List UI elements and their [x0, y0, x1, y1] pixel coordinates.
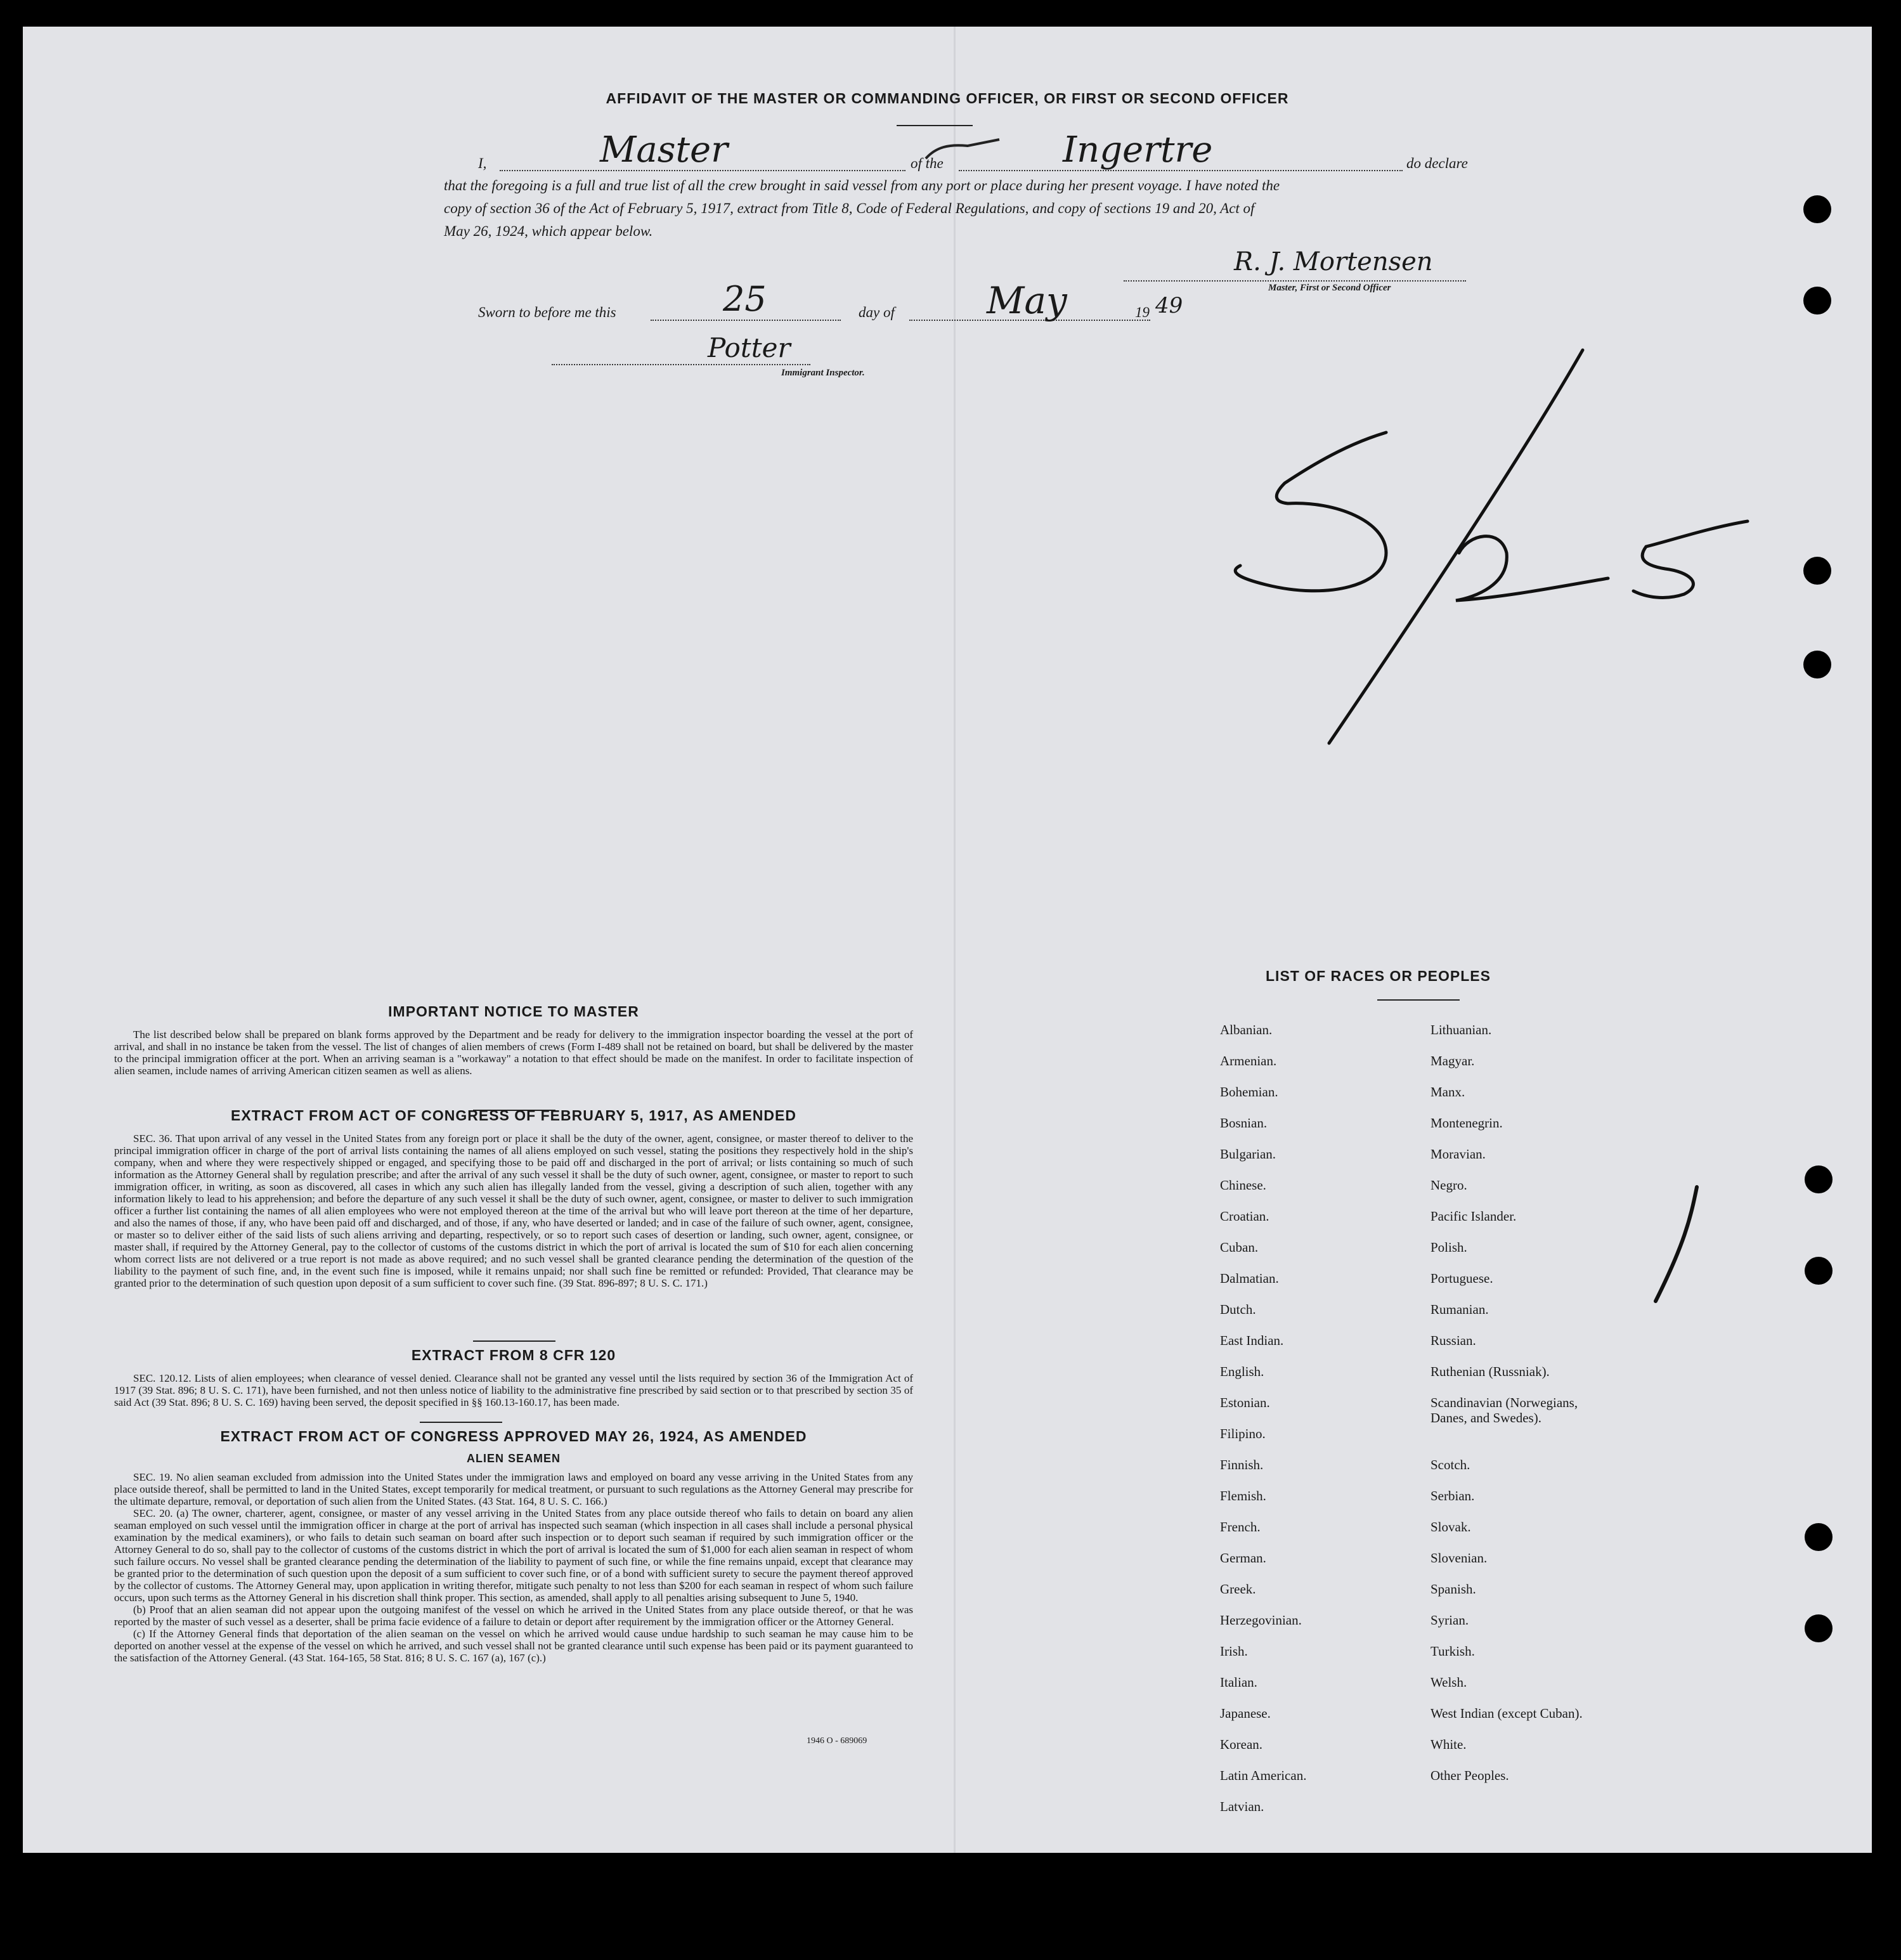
race-item: English.	[1220, 1364, 1264, 1379]
race-item: Filipino.	[1220, 1426, 1266, 1441]
race-item: Japanese.	[1220, 1706, 1271, 1721]
race-item: Pacific Islander.	[1431, 1209, 1517, 1224]
race-item: French.	[1220, 1519, 1261, 1535]
races-title: LIST OF RACES OR PEOPLES	[1266, 968, 1491, 984]
document-page	[23, 27, 1872, 1853]
race-item: Syrian.	[1431, 1613, 1469, 1628]
divider	[420, 1422, 502, 1423]
affidavit-body-line2: copy of section 36 of the Act of February 5, 1917, extract from Title 8, Code of Federal Regulations, and copy of sections 19 and 20, Act of	[444, 200, 1255, 216]
race-item: Dutch.	[1220, 1302, 1256, 1317]
race-item: Slovak.	[1431, 1519, 1471, 1535]
year-handwritten: 49	[1155, 293, 1183, 318]
race-item: Bulgarian.	[1220, 1146, 1276, 1162]
annotation-five2-stroke	[1633, 521, 1748, 597]
extractcfr-text	[114, 1372, 913, 1408]
race-item: Scandinavian (Norwegians, Danes, and Swedes).	[1431, 1395, 1578, 1425]
race-item: Russian.	[1431, 1333, 1476, 1348]
sec20c-paragraph: (c) If the Attorney General finds that deportation of the alien seaman on the vessel on which he arrived would cause undue hardship to such seaman he may cause him to be deported on another vessel at the expense of the vessel on which he arrived, and such vessel shall not be granted clearance until such expense has been paid or its payment guaranteed to the satisfaction of the Attorney General. (43 Stat. 164-165, 58 Stat. 816; 8 U. S. C. 167 (a), 167 (c).)	[114, 1628, 913, 1664]
race-item: Moravian.	[1431, 1146, 1486, 1162]
do-declare-label: do declare	[1406, 155, 1468, 171]
race-item: Croatian.	[1220, 1209, 1269, 1224]
race-item: Latin American.	[1220, 1768, 1307, 1783]
race-item: Herzegovinian.	[1220, 1613, 1302, 1628]
officer-signature: R. J. Mortensen	[1234, 247, 1433, 276]
print-code: 1946 O - 689069	[807, 1736, 867, 1746]
race-item: Welsh.	[1431, 1675, 1467, 1690]
sec120-paragraph: SEC. 120.12. Lists of alien employees; when clearance of vessel denied. Clearance shall not be granted any vessel until the lists required by section 36 of the Immigration Act of 1917 (39 Stat. 896; 8 U. S. C. 171), have been furnished, and not then unless notice of liability to the administrative fine prescribed by said section or to that prescribed by section 35 of said Act (39 Stat. 896; 8 U. S. C. 169) having been served, the deposit specified in §§ 160.13-160.17, has been made.	[114, 1372, 913, 1408]
race-item: Polish.	[1431, 1240, 1467, 1255]
race-item: Latvian.	[1220, 1799, 1264, 1814]
race-item: Portuguese.	[1431, 1271, 1493, 1286]
annotation-slash-stroke	[1329, 350, 1583, 743]
notice-title: IMPORTANT NOTICE TO MASTER	[388, 1003, 639, 1020]
race-item: Manx.	[1431, 1084, 1465, 1100]
race-item: Chinese.	[1220, 1178, 1266, 1193]
year-prefix: 19	[1135, 304, 1150, 320]
affidavit-body-line3: May 26, 1924, which appear below.	[444, 223, 653, 239]
sec36-paragraph: SEC. 36. That upon arrival of any vessel in the United States from any foreign port or place it shall be the duty of the owner, agent, consignee, or master thereof to deliver to the principal immigration officer in charge of the port of arrival lists containing the names of all aliens employed on such vessel, stating the positions they respectively hold in the ship's company, when and where they were respectively shipped or engaged, and specifying those to be paid off and discharged in the port of arrival; or lists containing so much of such information as the Attorney General shall by regulation prescribe; and after the arrival of any such vessel it shall be the duty of such owner, agent, consignee, or master to report to such immigration officer, in writing, as soon as discovered, all cases in which any such alien has illegally landed from the vessel, giving a description of such alien, together with any information likely to lead to his apprehension; and before the departure of any such vessel it shall be the duty of such owner, agent, consignee, or master to deliver to such immigration officer a further list containing the names of all alien employees who were not employed thereon at the time of the arrival but who will leave port thereon at the time of her departure, and also the names of those, if any, who have been paid off and discharged, and of those, if any, who have deserted or landed; and in case of the failure of such owner, agent, consignee, or master so to deliver either of the said lists of such aliens arriving and departing, respectively, or so to report such cases of desertion or landing, such owner, agent, consignee, or master shall, if required by the Attorney General, pay to the collector of customs of the customs district in which the port of arrival is located the sum of $10 for each alien concerning whom correct lists are not delivered or a true report is not made as above required; and no such vessel shall be granted clearance pending the determination of the question of the liability to the payment of such fine, and, in the event such fine is imposed, while it remains unpaid; nor shall such fine be remitted or refunded: Provided, That clearance may be granted prior to the determination of such question upon deposit of a sum sufficient to cover such fine. (39 Stat. 896-897; 8 U. S. C. 171.)	[114, 1133, 913, 1289]
sec19-paragraph: SEC. 19. No alien seaman excluded from admission into the United States under the immigration laws and employed on board any vesse arriving in the United States from any place outside thereof, shall be permitted to land in the United States, except temporarily for medical treatment, or pursuant to such regulations as the Attorney General may prescribe for the ultimate departure, removal, or deportation of such alien from the United States. (43 Stat. 164, 8 U. S. C. 166.)	[114, 1471, 913, 1507]
race-item: Other Peoples.	[1431, 1768, 1509, 1783]
race-item: Bohemian.	[1220, 1084, 1278, 1100]
race-item: Serbian.	[1431, 1488, 1475, 1503]
affidavit-title: AFFIDAVIT OF THE MASTER OR COMMANDING OFFICER, OR FIRST OR SECOND OFFICER	[606, 90, 1289, 107]
race-item: Cuban.	[1220, 1240, 1259, 1255]
extractcfr-title: EXTRACT FROM 8 CFR 120	[411, 1347, 616, 1363]
race-item: Slovenian.	[1431, 1550, 1488, 1566]
sec20a-paragraph: SEC. 20. (a) The owner, charterer, agent, consignee, or master of any vessel arriving in the United States from any place outside thereof who fails to detain on board any alien seaman employed on such vessel until the immigration officer in charge at the port of arrival has inspected such seaman (which inspection in all cases shall include a personal physical examination by the medical examiners), or who fails to detain such seaman on board after such inspection or to deport such seaman if required by such immigration officer or the Attorney General to do so, shall pay to the collector of customs of the customs district in which the port of arrival is located the sum of $1,000 for each alien seaman in respect of whom such failure occurs. No vessel shall be granted clearance pending the determination of the liability to payment of such fine, or while the fine remains unpaid, except that clearance may be granted prior to the determination of such question upon the deposit of a sum sufficient to cover such fine, or of a bond with sufficient surety to secure the payment thereof approved by the collector of customs. The Attorney General may, upon application in writing therefor, mitigate such penalty to not less than $200 for each seaman in respect of whom such failure occurs, upon such terms as the Attorney General in his discretion shall think proper. This section, as amended, shall apply to all penalties arising subsequent to June 5, 1940.	[114, 1507, 913, 1604]
race-item: Armenian.	[1220, 1053, 1277, 1068]
race-item: Estonian.	[1220, 1395, 1270, 1410]
day-handwritten: 25	[723, 279, 767, 319]
race-item: Magyar.	[1431, 1053, 1475, 1068]
annotation-five-stroke	[1235, 432, 1386, 591]
race-item: Albanian.	[1220, 1022, 1273, 1037]
race-item: Montenegrin.	[1431, 1115, 1503, 1131]
race-item: Lithuanian.	[1431, 1022, 1492, 1037]
extract1924-text	[114, 1471, 913, 1664]
race-item: Scotch.	[1431, 1457, 1470, 1472]
race-item: Dalmatian.	[1220, 1271, 1279, 1286]
race-item: Irish.	[1220, 1644, 1248, 1659]
sworn-label: Sworn to before me this	[478, 304, 616, 320]
race-item: Greek.	[1220, 1581, 1256, 1597]
vessel-handwritten: Ingertre	[1063, 129, 1213, 171]
inspector-signature: Potter	[708, 332, 791, 363]
extract1924-title: EXTRACT FROM ACT OF CONGRESS APPROVED MAY 26, 1924, AS AMENDED	[220, 1428, 807, 1444]
affidavit-body-line1: that the foregoing is a full and true list of all the crew brought in said vessel from any port or place during her present voyage. I have noted the	[444, 178, 1280, 193]
race-item: White.	[1431, 1737, 1467, 1752]
inspector-caption: Immigrant Inspector.	[781, 368, 865, 378]
master-handwritten: Master	[600, 129, 728, 171]
race-item: Bosnian.	[1220, 1115, 1268, 1131]
sec20b-paragraph: (b) Proof that an alien seaman did not appear upon the outgoing manifest of the vessel on which he arrived in the United States from any place outside thereof, or that he was reported by the master of such vessel as a deserter, shall be prima facie evidence of a failure to detain or deport after requirement by the immigration officer or the Attorney General.	[114, 1604, 913, 1628]
race-item: Flemish.	[1220, 1488, 1266, 1503]
race-item: Turkish.	[1431, 1644, 1475, 1659]
month-handwritten: May	[987, 279, 1067, 322]
notice-paragraph: The list described below shall be prepared on blank forms approved by the Department and be ready for delivery to the immigration inspector boarding the vessel at the port of arrival, and shall in no instance be taken from the vessel. The list of changes of alien members of crews (Form I-489 shall not be retained on board, but shall be delivered by the master to the principal immigration officer at the port. When an arriving seaman is a "workaway" a notation to that effect should be made on the manifest. In order to facilitate inspection of alien seamen, include names of arriving American citizen seamen as well as aliens.	[114, 1029, 913, 1077]
race-item: Negro.	[1431, 1178, 1467, 1193]
annotation-two-stroke	[1456, 536, 1608, 600]
race-item: West Indian (except Cuban).	[1431, 1706, 1583, 1721]
race-item: Finnish.	[1220, 1457, 1264, 1472]
race-item: Ruthenian (Russniak).	[1431, 1364, 1550, 1379]
race-item: Rumanian.	[1431, 1302, 1489, 1317]
race-item: East Indian.	[1220, 1333, 1284, 1348]
day-of-label: day of	[859, 304, 895, 320]
tally-mark-stroke	[1656, 1187, 1697, 1301]
race-item: Italian.	[1220, 1675, 1257, 1690]
race-item: German.	[1220, 1550, 1266, 1566]
divider	[473, 1340, 555, 1342]
notice-text	[114, 1029, 913, 1077]
races-divider	[1377, 999, 1460, 1001]
of-the-label: of the	[911, 155, 944, 171]
race-item: Korean.	[1220, 1737, 1263, 1752]
i-label: I,	[478, 155, 487, 171]
extract1917-text	[114, 1133, 913, 1289]
extract1917-title: EXTRACT FROM ACT OF CONGRESS OF FEBRUARY 5, 1917, AS AMENDED	[231, 1107, 796, 1124]
signature-caption: Master, First or Second Officer	[1268, 283, 1391, 293]
race-item: Spanish.	[1431, 1581, 1476, 1597]
extract1924-subtitle: ALIEN SEAMEN	[466, 1452, 561, 1465]
